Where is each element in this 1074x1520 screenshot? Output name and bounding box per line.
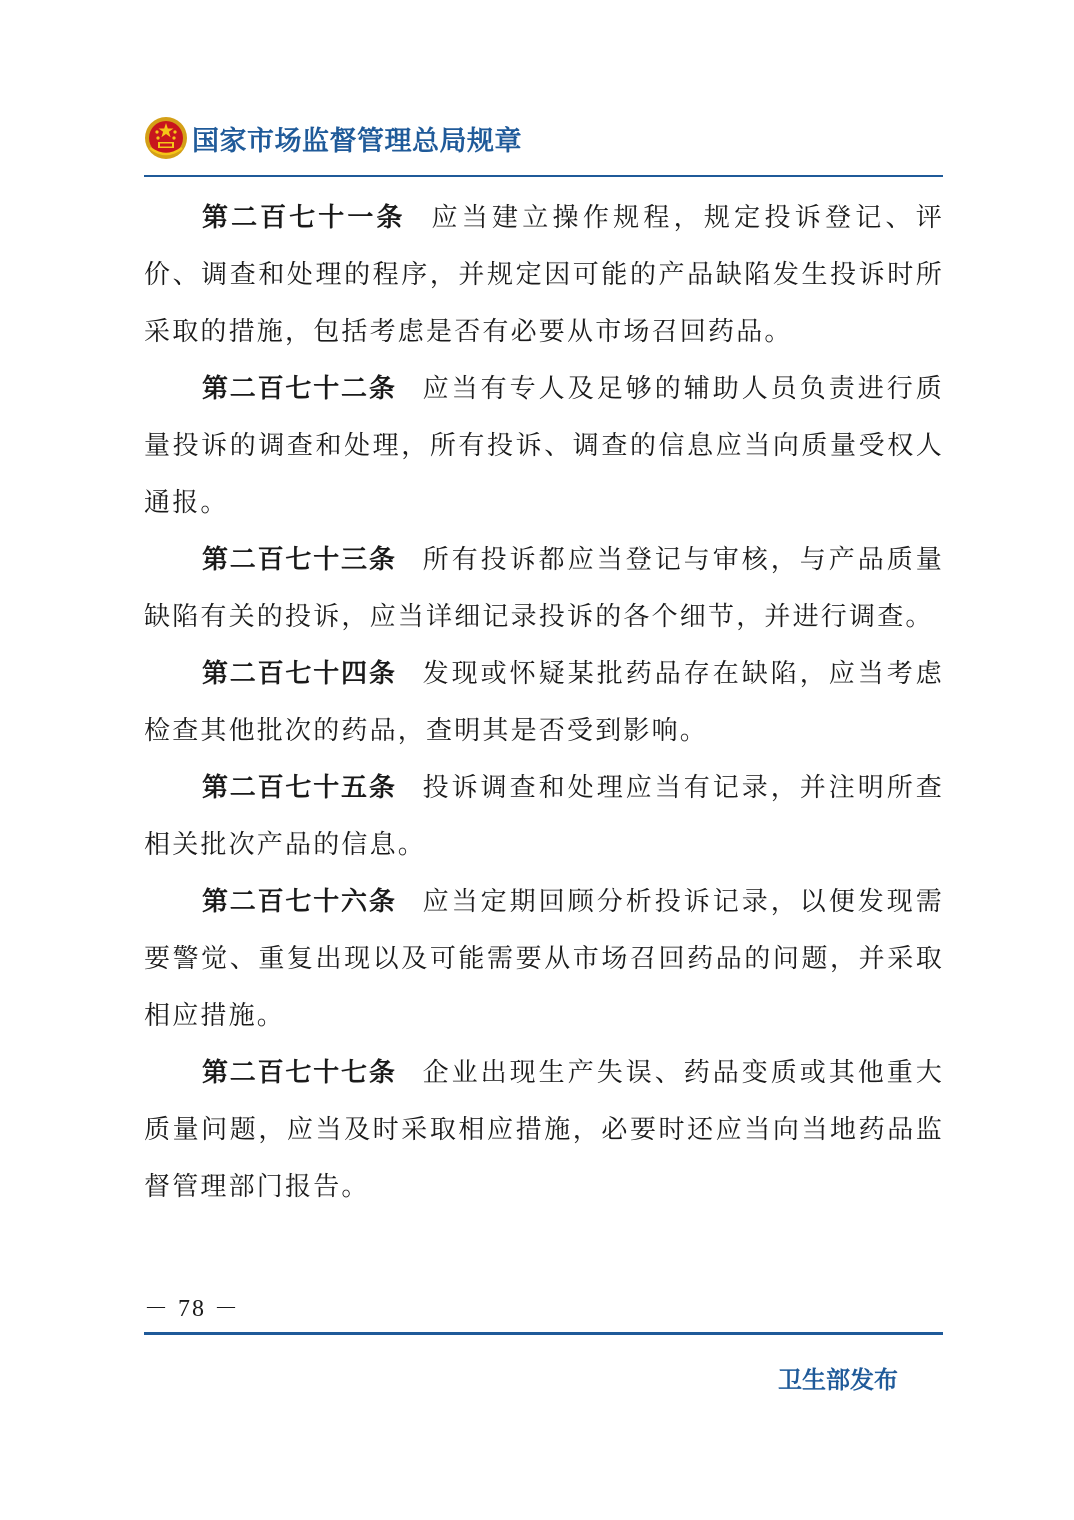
article-number: 第二百七十六条	[202, 887, 397, 917]
page-number: － 78 －	[144, 1296, 240, 1322]
document-body	[144, 190, 944, 1216]
article-text: 发现或怀疑某批药品存在缺陷，应当考虑检查其他批次的药品，查明其是否受到影响。	[144, 659, 944, 746]
article-text: 应当建立操作规程，规定投诉登记、评价、调查和处理的程序，并规定因可能的产品缺陷发生投诉时所采取的措施，包括考虑是否有必要从市场召回药品。	[144, 203, 944, 347]
article-number: 第二百七十五条	[202, 773, 397, 803]
national-emblem-icon	[144, 116, 188, 160]
header-title: 国家市场监督管理总局规章	[192, 125, 522, 157]
article-271	[144, 190, 944, 361]
article-275	[144, 760, 944, 874]
article-text: 企业出现生产失误、药品变质或其他重大质量问题，应当及时采取相应措施，必要时还应当向当地药品监督管理部门报告。	[144, 1058, 944, 1202]
article-text: 投诉调查和处理应当有记录，并注明所查相关批次产品的信息。	[144, 773, 944, 860]
article-number: 第二百七十七条	[202, 1058, 397, 1088]
article-number: 第二百七十四条	[202, 659, 397, 689]
article-274	[144, 646, 944, 760]
article-277	[144, 1045, 944, 1216]
article-number: 第二百七十三条	[202, 545, 397, 575]
article-number: 第二百七十一条	[202, 203, 406, 233]
article-text: 应当定期回顾分析投诉记录，以便发现需要警觉、重复出现以及可能需要从市场召回药品的问题，并采取相应措施。	[144, 887, 944, 1031]
article-276	[144, 874, 944, 1045]
article-number: 第二百七十二条	[202, 374, 397, 404]
article-273	[144, 532, 944, 646]
article-272	[144, 361, 944, 532]
page-header	[144, 112, 944, 164]
article-text: 应当有专人及足够的辅助人员负责进行质量投诉的调查和处理，所有投诉、调查的信息应当向质量受权人通报。	[144, 374, 944, 518]
article-text: 所有投诉都应当登记与审核，与产品质量缺陷有关的投诉，应当详细记录投诉的各个细节，并进行调查。	[144, 545, 944, 632]
header-rule	[144, 175, 943, 177]
publisher-label: 卫生部发布	[778, 1366, 898, 1394]
footer-rule	[144, 1332, 943, 1335]
